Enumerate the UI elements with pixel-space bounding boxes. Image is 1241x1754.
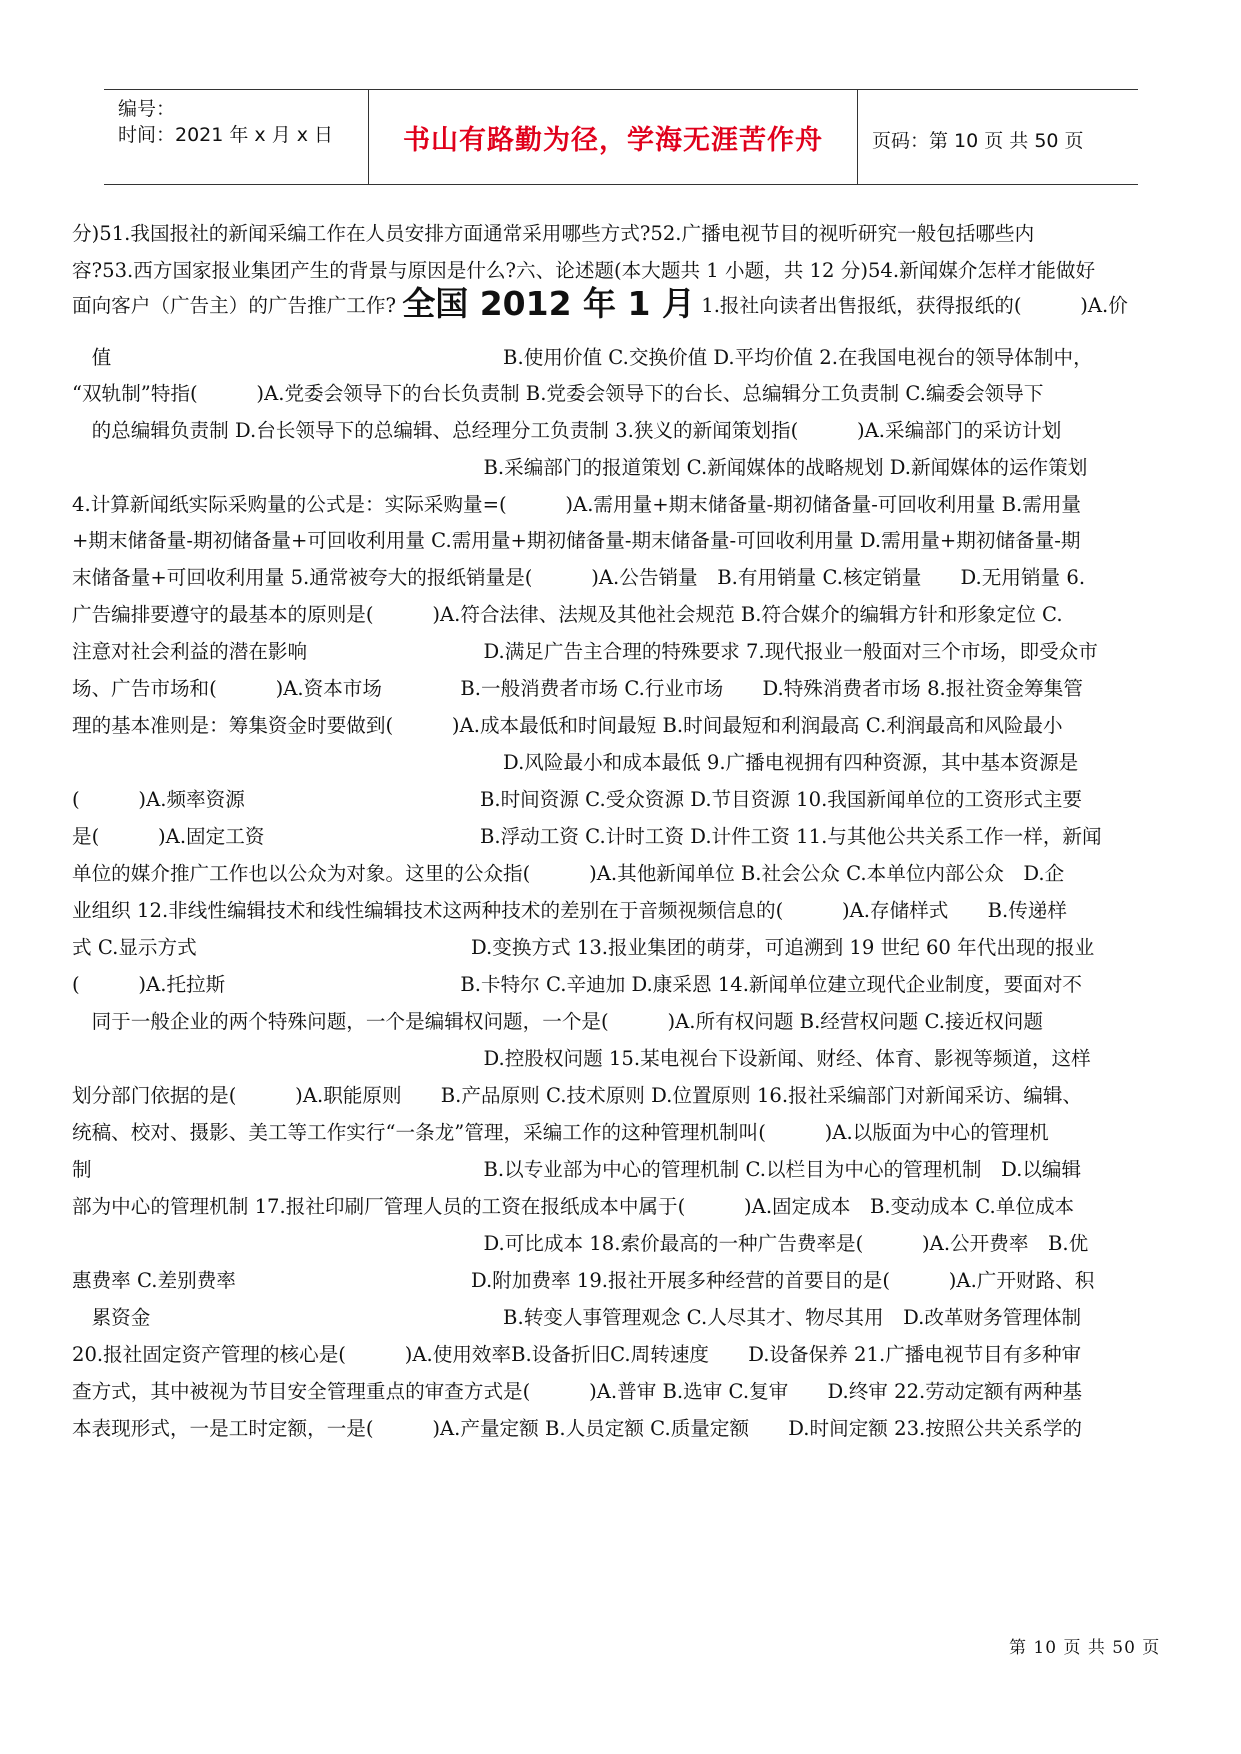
header-page-cell xyxy=(858,90,1138,184)
exam-section-heading: 全国 2012 年 1 月 xyxy=(402,284,695,323)
text-line xyxy=(72,602,1063,628)
text-segment: 51.我国报社的新闻采编工作在人员安排方面通常采用哪些方式?52.广播电视节目的视听研究一般包括哪些内 xyxy=(99,222,1035,245)
text-segment: 4.计算新闻纸实际采购量的公式是：实际采购量=( )A.需用量+期末储备量-期初储备量-可回收利用量 B.需用量 xyxy=(72,493,1082,516)
text-segment: 查方式，其中被视为节目安全管理重点的审查方式是( )A.普审 B.选审 C.复审 D.终审 22.劳动定额有两种基 xyxy=(72,1380,1083,1403)
text-segment: ( )A.托拉斯 B.卡特尔 C.辛迪加 D.康采恩 14.新闻单位建立现代企业制度，要面对不 xyxy=(72,973,1083,996)
text-segment: “双轨制”特指( )A.党委会领导下的台长负责制 B.党委会领导下的台长、总编辑分工负责制 C.编委会领导下 xyxy=(72,382,1044,405)
text-line xyxy=(72,345,1093,371)
text-segment: 惠费率 C.差别费率 D.附加费率 19.报社开展多种经营的首要目的是( )A.广开财路、积 xyxy=(72,1269,1095,1292)
text-line xyxy=(72,639,1098,665)
document-number-label: 编号： xyxy=(118,98,176,120)
header-page-info: 页码：第 10 页 共 50 页 xyxy=(872,130,1084,152)
text-line xyxy=(72,1231,1088,1257)
header-motto-cell xyxy=(369,90,858,184)
text-segment: 的总编辑负责制 D.台长领导下的总编辑、总经理分工负责制 3.狭义的新闻策划指( )A.采编部门的采访计划 xyxy=(72,419,1062,442)
header-info-cell xyxy=(104,90,369,184)
text-line xyxy=(72,972,1082,998)
text-segment: 是( )A.固定工资 B.浮动工资 C.计时工资 D.计件工资 11.与其他公共关系工作一样，新闻 xyxy=(72,825,1102,848)
text-segment: 广告编排要遵守的最基本的原则是( )A.符合法律、法规及其他社会规范 B.符合媒介的编辑方针和形象定位 C. xyxy=(72,603,1063,626)
text-line xyxy=(72,787,1082,813)
text-segment: 划分部门依据的是( )A.职能原则 B.产品原则 C.技术原则 D.位置原则 16.报社采编部门对新闻采访、编辑、 xyxy=(72,1084,1083,1107)
text-line xyxy=(72,221,1034,247)
text-line xyxy=(72,492,1081,518)
text-line xyxy=(72,861,1064,887)
text-line xyxy=(72,1083,1082,1109)
document-time-label: 时间：2021 年 x 月 x 日 xyxy=(118,124,334,146)
text-line xyxy=(72,1379,1082,1405)
text-segment: 制 B.以专业部为中心的管理机制 C.以栏目为中心的管理机制 D.以编辑 xyxy=(72,1158,1082,1181)
text-line xyxy=(72,1046,1091,1072)
text-line xyxy=(72,713,1063,739)
text-segment: D.风险最小和成本最低 9.广播电视拥有四种资源，其中基本资源是 xyxy=(72,751,1079,774)
page-footer: 第 10 页 共 50 页 xyxy=(1009,1638,1161,1658)
text-line xyxy=(72,1009,1043,1035)
text-line xyxy=(72,455,1087,481)
text-segment: 单位的媒介推广工作也以公众为对象。这里的公众指( )A.其他新闻单位 B.社会公众 C.本单位内部公众 D.企 xyxy=(72,862,1065,885)
text-segment: 同于一般企业的两个特殊问题，一个是编辑权问题，一个是( )A.所有权问题 B.经营权问题 C.接近权问题 xyxy=(72,1010,1043,1033)
text-segment: 式 C.显示方式 D.变换方式 13.报业集团的萌芽，可追溯到 19 世纪 60 年代出现的报业 xyxy=(72,936,1095,959)
text-segment: 20.报社固定资产管理的核心是( )A.使用效率B.设备折旧C.周转速度 D.设备保养 21.广播电视节目有多种审 xyxy=(72,1343,1082,1366)
bold-text: 分) xyxy=(72,222,100,245)
text-segment: +期末储备量-期初储备量+可回收利用量 C.需用量+期初储备量-期末储备量-可回收利用量 D.需用量+期初储备量-期 xyxy=(72,529,1081,552)
text-line xyxy=(72,824,1102,850)
text-line xyxy=(72,528,1081,554)
text-segment: 1.报社向读者出售报纸，获得报纸的( )A.价 xyxy=(695,294,1128,317)
text-segment: 面向客户（广告主）的广告推广工作? xyxy=(72,294,403,317)
text-segment: 部为中心的管理机制 17.报社印刷厂管理人员的工资在报纸成本中属于( )A.固定成本 B.变动成本 C.单位成本 xyxy=(72,1195,1075,1218)
text-segment: B.采编部门的报道策划 C.新闻媒体的战略规划 D.新闻媒体的运作策划 xyxy=(72,456,1088,479)
text-segment: 54.新闻媒介怎样才能做好 xyxy=(867,259,1096,282)
text-segment: 累资金 B.转变人事管理观念 C.人尽其才、物尽其用 D.改革财务管理体制 xyxy=(72,1306,1082,1329)
text-segment: 场、广告市场和( )A.资本市场 B.一般消费者市场 C.行业市场 D.特殊消费者市场 8.报社资金筹集管 xyxy=(72,677,1083,700)
text-line xyxy=(72,284,1128,323)
text-line xyxy=(72,381,1043,407)
text-line xyxy=(72,258,1095,284)
text-segment: D.控股权问题 15.某电视台下设新闻、财经、体育、影视等频道，这样 xyxy=(72,1047,1091,1070)
bold-text: 六、论述题(本大题共 1 小题，共 12 分) xyxy=(516,259,868,282)
text-segment: ( )A.频率资源 B.时间资源 C.受众资源 D.节目资源 10.我国新闻单位的工资形式主要 xyxy=(72,788,1083,811)
text-line xyxy=(72,1194,1074,1220)
text-line xyxy=(72,565,1085,591)
text-line xyxy=(72,935,1094,961)
text-line xyxy=(72,750,1078,776)
text-segment: 本表现形式，一是工时定额，一是( )A.产量定额 B.人员定额 C.质量定额 D.时间定额 23.按照公共关系学的 xyxy=(72,1417,1083,1440)
text-segment: 注意对社会利益的潜在影响 D.满足广告主合理的特殊要求 7.现代报业一般面对三个市场，即受众市 xyxy=(72,640,1098,663)
text-segment: D.可比成本 18.索价最高的一种广告费率是( )A.公开费率 B.优 xyxy=(72,1232,1089,1255)
text-line xyxy=(72,1342,1081,1368)
text-segment: 统稿、校对、摄影、美工等工作实行“一条龙”管理，采编工作的这种管理机制叫( )A.以版面为中心的管理机 xyxy=(72,1121,1049,1144)
text-line xyxy=(72,1268,1094,1294)
text-line xyxy=(72,1157,1081,1183)
text-line xyxy=(72,676,1083,702)
text-line xyxy=(72,898,1067,924)
text-line xyxy=(72,418,1061,444)
text-line xyxy=(72,1305,1081,1331)
page-header xyxy=(104,89,1138,185)
text-line xyxy=(72,1120,1049,1146)
text-segment: 理的基本准则是：筹集资金时要做到( )A.成本最低和时间最短 B.时间最短和利润最高 C.利润最高和风险最小 xyxy=(72,714,1063,737)
text-line xyxy=(72,1416,1082,1442)
text-segment: 值 B.使用价值 C.交换价值 D.平均价值 2.在我国电视台的领导体制中， xyxy=(72,346,1093,369)
text-segment: 业组织 12.非线性编辑技术和线性编辑技术这两种技术的差别在于音频视频信息的( )A.存储样式 B.传递样 xyxy=(72,899,1067,922)
header-motto: 书山有路勤为径，学海无涯苦作舟 xyxy=(403,125,823,156)
text-segment: 容?53.西方国家报业集团产生的背景与原因是什么? xyxy=(72,259,517,282)
text-segment: 末储备量+可回收利用量 5.通常被夸大的报纸销量是( )A.公告销量 B.有用销量 C.核定销量 D.无用销量 6. xyxy=(72,566,1086,589)
